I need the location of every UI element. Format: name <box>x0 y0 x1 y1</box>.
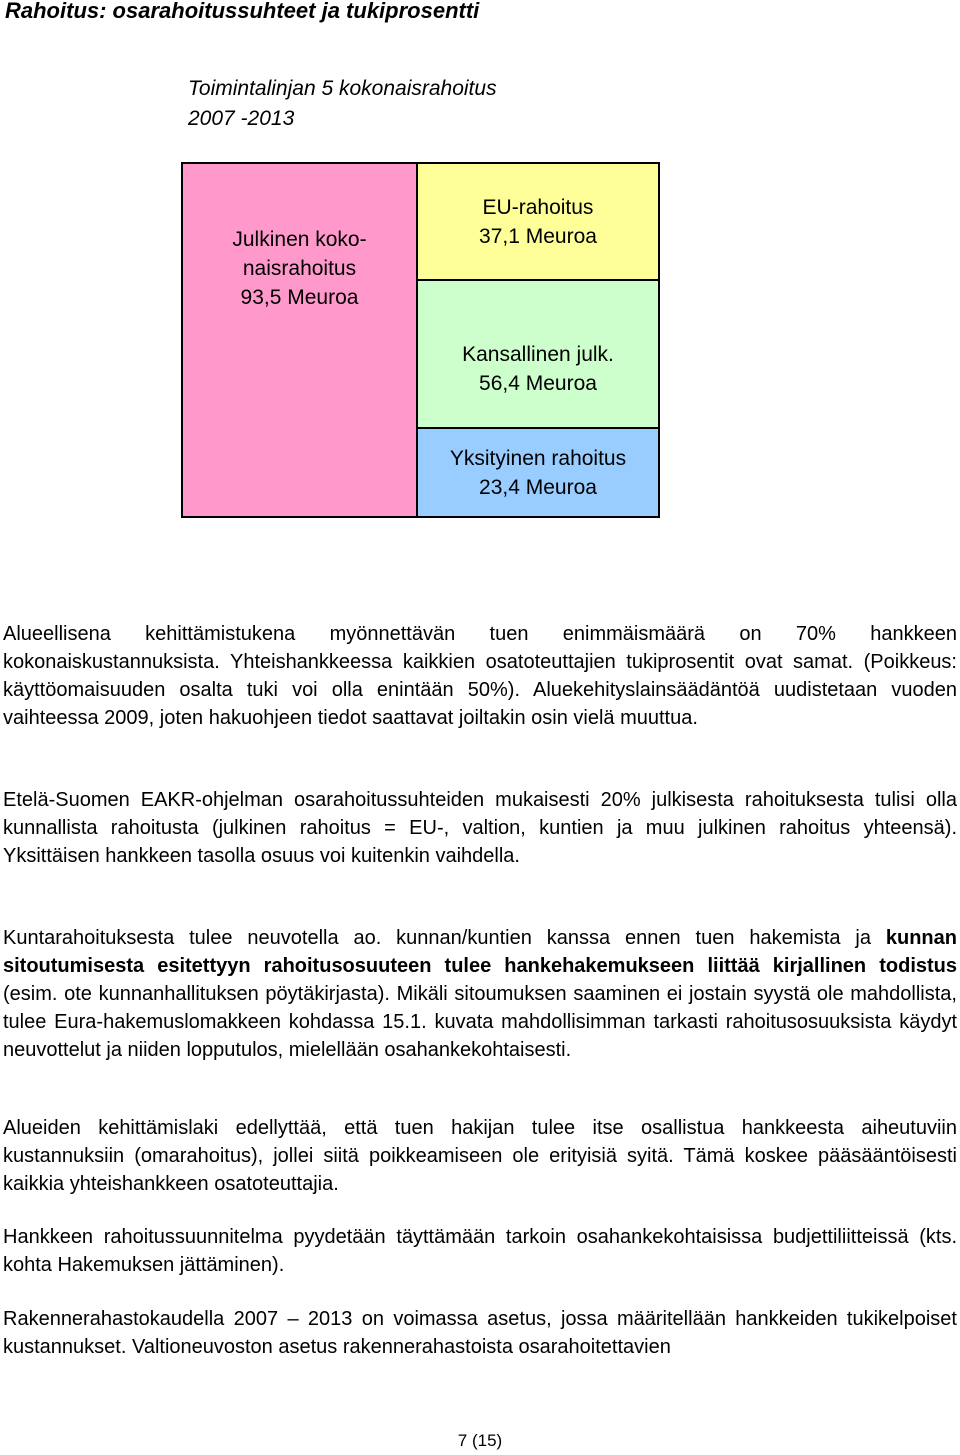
page-title: Rahoitus: osarahoitussuhteet ja tukiprosentti <box>5 0 480 23</box>
paragraph-own-funding: Alueiden kehittämislaki edellyttää, että tuen hakijan tulee itse osallistua hankkeesta aiheutuviin kustannuksiin (omarahoitus), jollei siitä poikkeamiseen ole erityisiä syitä. Tämä koskee pääsääntöisesti kaikkia yhteishankkeen osatoteuttajia. <box>3 1117 957 1195</box>
paragraph-cofinancing-ratio: Etelä-Suomen EAKR-ohjelman osarahoitussuhteiden mukaisesti 20% julkisesta rahoituksesta tulisi olla kunnallista rahoitusta (julkinen rahoitus = EU-, valtion, kuntien ja muu julkinen rahoitus yhteensä). Yksittäisen hankkeen tasolla osuus voi kuitenkin vaihdella. <box>3 789 957 867</box>
municipal-funding-details: (esim. ote kunnanhallituksen pöytäkirjasta). Mikäli sitoumuksen saaminen ei jostain syystä ole mahdollista, tulee Eura-hakemuslomakkeen kohdassa 15.1. kuvata mahdollisimman tarkasti rahoitusosuuksista käydyt neuvottelut ja niiden lopputulos, mielellään osahankekohtaisesti. <box>3 983 957 1061</box>
diagram-title: Toimintalinjan 5 kokonaisrahoitus 2007 -2013 <box>188 77 497 130</box>
paragraph-budget-plan: Hankkeen rahoitussuunnitelma pyydetään täyttämään tarkoin osahankekohtaisissa budjettiliitteissä (kts. kohta Hakemuksen jättäminen). <box>3 1226 957 1276</box>
paragraph-structural-funds: Rakennerahastokaudella 2007 – 2013 on voimassa asetus, jossa määritellään hankkeiden tukikelpoiset kustannukset. Valtioneuvoston asetus rakennerahastoista osarahoitettavien <box>3 1308 957 1358</box>
eu-funding-box: EU-rahoitus 37,1 Meuroa <box>416 162 660 281</box>
private-funding-box: Yksityinen rahoitus 23,4 Meuroa <box>416 427 660 518</box>
municipal-funding-intro: Kuntarahoituksesta tulee neuvotella ao. kunnan/kuntien kanssa ennen tuen hakemista ja <box>3 927 886 949</box>
paragraph-municipal-funding <box>3 924 957 1064</box>
page-number: 7 (15) <box>457 1431 503 1450</box>
national-funding-box: Kansallinen julk. 56,4 Meuroa <box>416 279 660 429</box>
paragraph-support-rate: Alueellisena kehittämistukena myönnettävän tuen enimmäismäärä on 70% hankkeen kokonaiskustannuksista. Yhteishankkeessa kaikkien osatoteuttajien tukiprosentit ovat samat. (Poikkeus: käyttöomaisuuden osalta tuki voi olla enintään 50%). Aluekehityslainsäädäntöä uudistetaan vuoden vaihteessa 2009, joten hakuohjeen tiedot saattavat joiltakin osin vielä muuttua. <box>3 623 957 729</box>
public-total-funding-box: Julkinen koko- naisrahoitus 93,5 Meuroa <box>181 162 418 518</box>
municipal-commitment-requirement: kunnan sitoutumisesta esitettyyn rahoitusosuuteen tulee hankehakemukseen liittää kirjallinen todistus <box>3 927 957 977</box>
